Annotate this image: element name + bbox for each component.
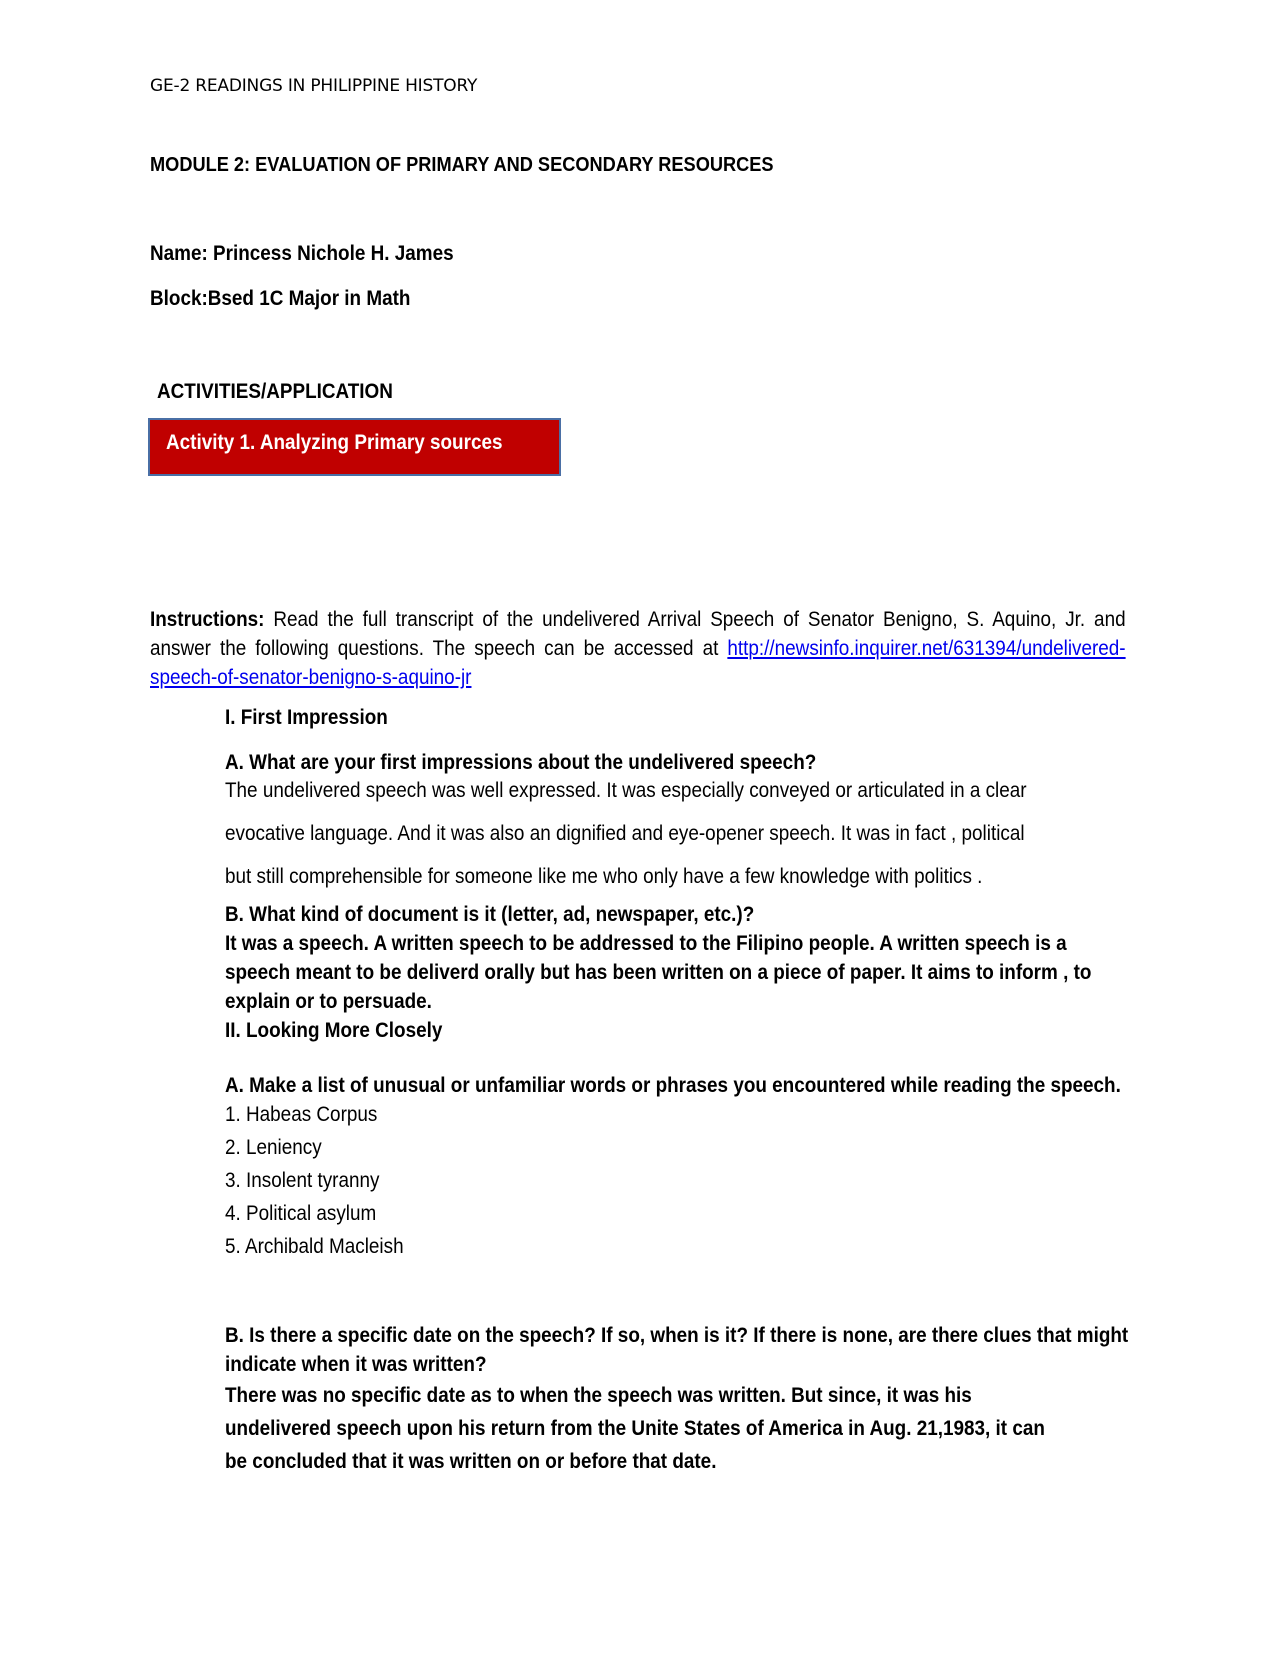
- section1-answer-a-line3: but still comprehensible for someone like me who only have a few knowledge with politics .: [225, 865, 983, 888]
- section2-question-b: B. Is there a specific date on the speech? If so, when is it? If there is none, are there clues that might indicate when it was written?: [225, 1324, 1129, 1376]
- section1-question-a: A. What are your first impressions about the undelivered speech?: [225, 751, 817, 774]
- list-item: 4. Political asylum: [225, 1202, 377, 1225]
- speech-link[interactable]: http://newsinfo.inquirer.net/631394/undelivered-speech-of-senator-benigno-s-aquino-jr: [150, 637, 1126, 689]
- module-title: MODULE 2: EVALUATION OF PRIMARY AND SECONDARY RESOURCES: [150, 154, 774, 176]
- activity-banner: [148, 418, 561, 476]
- section1-heading: I. First Impression: [225, 706, 388, 729]
- activity-label: Activity 1. Analyzing Primary sources: [166, 431, 503, 454]
- section2-qa-block: [225, 1071, 1130, 1263]
- section1-qb-block: [225, 900, 1130, 1045]
- section2-qb-block: [225, 1321, 1130, 1478]
- list-item: 2. Leniency: [225, 1136, 322, 1159]
- section2-heading: II. Looking More Closely: [225, 1019, 443, 1042]
- activities-heading: ACTIVITIES/APPLICATION: [157, 380, 393, 403]
- section1-answer-a-line1: The undelivered speech was well expressed. It was especially conveyed or articulated in a clear: [225, 779, 1027, 802]
- instructions-paragraph: [150, 605, 1126, 692]
- instructions-label: Instructions:: [150, 608, 265, 631]
- section1-answer-b: It was a speech. A written speech to be addressed to the Filipino people. A written speech is a speech meant to be deliverd orally but has been written on a piece of paper. It aims to inform , to explain or to persuade.: [225, 932, 1092, 1013]
- section1-answer-a-line2: evocative language. And it was also an dignified and eye-opener speech. It was in fact , political: [225, 822, 1025, 845]
- list-item: 1. Habeas Corpus: [225, 1103, 378, 1126]
- section2-answer-b-line3: be concluded that it was written on or before that date.: [225, 1450, 717, 1473]
- course-header: GE-2 READINGS IN PHILIPPINE HISTORY: [150, 76, 478, 96]
- section1-heading-block: [225, 703, 1130, 732]
- section1-qa-block: [225, 748, 1130, 898]
- section1-question-b: B. What kind of document is it (letter, ad, newspaper, etc.)?: [225, 903, 755, 926]
- student-name: Name: Princess Nichole H. James: [150, 242, 454, 265]
- instructions-text: Read the full transcript of the undelivered Arrival Speech of Senator Benigno, S. Aquino, Jr. and answer the following questions. The speech can be accessed at: [150, 608, 1126, 660]
- section2-question-a: A. Make a list of unusual or unfamiliar words or phrases you encountered while reading the speech.: [225, 1074, 1121, 1097]
- list-item: 5. Archibald Macleish: [225, 1235, 404, 1258]
- section2-answer-b-line1: There was no specific date as to when the speech was written. But since, it was his: [225, 1384, 972, 1407]
- student-block: Block:Bsed 1C Major in Math: [150, 287, 411, 310]
- section2-answer-b-line2: undelivered speech upon his return from the Unite States of America in Aug. 21,1983, it can: [225, 1417, 1045, 1440]
- list-item: 3. Insolent tyranny: [225, 1169, 380, 1192]
